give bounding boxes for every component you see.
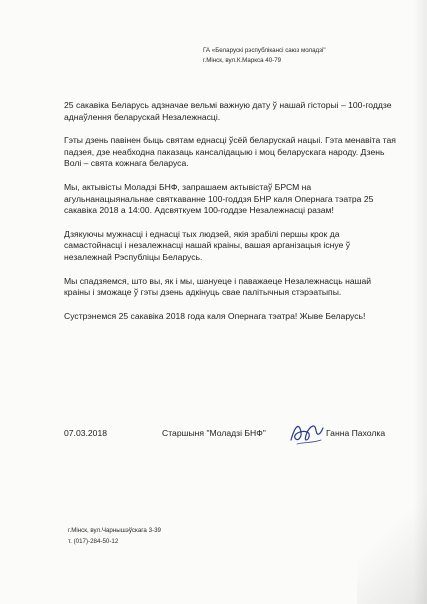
paragraph-4: Дзякуючы мужнасці і еднасці тых людзей, якія зрабілі першы крок да самастойнасці і незалежнасці нашай краіны, вашая арганізацыя існуе ў незалежнай Рэспубліцы Беларусь. xyxy=(64,228,351,262)
addressee-organization: ГА «Беларускі рэспублікансі саюз моладзі" xyxy=(203,47,326,54)
sender-address: г.Мінск, вул.Чарнышэўскага 3-39 xyxy=(68,527,161,534)
letter-body xyxy=(64,100,399,334)
signer-name: Ганна Пахолка xyxy=(326,428,386,438)
signature-row xyxy=(64,428,394,444)
addressee-address: г.Мінск, вул.К.Маркса 40-79 xyxy=(203,56,282,64)
sender-contacts xyxy=(68,525,161,547)
letter-date: 07.03.2018 xyxy=(64,428,108,438)
paragraph-closing: Сустрэнемся 25 сакавіка 2018 года каля Опернага тэатра! Жыве Беларусь! xyxy=(64,310,366,321)
paragraph-5: Мы спадзяемся, што вы, як і мы, шануеце і паважаеце Незалежнасць нашай краіны і зможаце ў гэты дзень адкінуць свае палітычныя стэрэатыпы. xyxy=(64,275,372,298)
signer-title: Старшыня "Моладзі БНФ" xyxy=(162,428,266,438)
addressee-block xyxy=(203,46,393,65)
paragraph-2: Гэты дзень павінен быць святам еднасці ўсёй беларускай нацыі. Гэта менавіта тая падзея, дзе неабходна паказаць кансалідацыю і моц беларускага народу. Дзень Волі – свята кожнага беларуса. xyxy=(64,135,396,169)
paragraph-3: Мы, актывісты Моладзі БНФ, запрашаем актывістаў БРСМ на агульнанацыянальнае святкаванне 100-годдзя БНР каля Опернага тэатра 25 сакавіка 2018 а 14:00. Адсвяткуем 100-годдзе Незалежнасці разам! xyxy=(64,181,374,216)
sender-phone: т. (017)-284-50-12 xyxy=(68,538,119,545)
handwritten-signature xyxy=(287,418,327,448)
paragraph-1: 25 сакавіка Беларусь адзначае вельмі важную дату ў нашай гісторыі – 100-годдзе аднаўлення беларускай Незалежнасці. xyxy=(64,100,392,122)
scan-corner-shade xyxy=(357,484,427,604)
